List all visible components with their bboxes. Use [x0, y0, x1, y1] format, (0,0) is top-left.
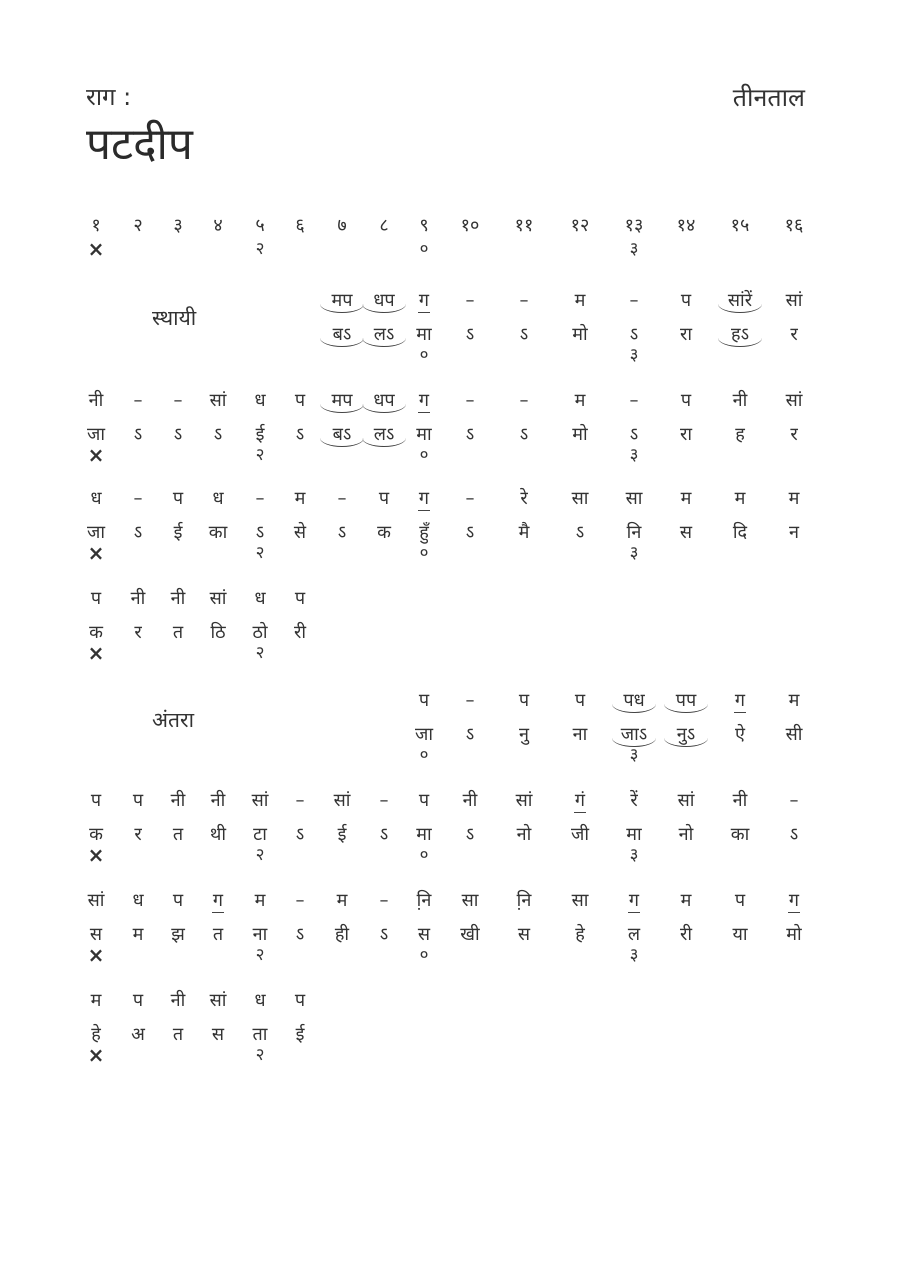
- beat-number: १२: [570, 215, 590, 236]
- taal-mark: ०: [419, 745, 429, 765]
- taal-mark: ०: [419, 445, 429, 465]
- lyric-syllable: ई: [295, 1024, 305, 1045]
- beat-number: २: [133, 215, 143, 236]
- beat-number: १०: [460, 215, 480, 236]
- lyric-syllable: बऽ: [332, 324, 352, 345]
- taal-mark: ×: [87, 641, 105, 665]
- lyric-syllable: ल: [627, 924, 641, 945]
- lyric-syllable: त: [172, 1024, 184, 1045]
- lyric-syllable: हे: [575, 924, 585, 945]
- beat-number: ९: [419, 215, 429, 236]
- lyric-syllable: ई: [173, 522, 183, 543]
- lyric-syllable: ऽ: [519, 424, 529, 445]
- swar-note: प: [132, 790, 144, 811]
- swar-note: म: [788, 690, 800, 711]
- beat-number: ८: [379, 215, 389, 236]
- taal-mark: ०: [419, 345, 429, 365]
- lyric-syllable: ऽ: [379, 924, 389, 945]
- swar-note: म: [574, 290, 586, 311]
- lyric-syllable: ता: [252, 1024, 268, 1045]
- lyric-syllable: थी: [209, 824, 227, 845]
- lyric-syllable: स: [211, 1024, 225, 1045]
- swar-note: प: [294, 390, 306, 411]
- swar-note: सां: [209, 588, 227, 609]
- lyric-syllable: ना: [252, 924, 268, 945]
- swar-note: सां: [209, 390, 227, 411]
- swar-note: –: [295, 790, 305, 811]
- lyric-syllable: क: [89, 622, 103, 643]
- lyric-syllable: क: [377, 522, 391, 543]
- lyric-syllable: र: [134, 824, 142, 845]
- swar-note: प: [132, 990, 144, 1011]
- swar-note: नी: [170, 588, 186, 609]
- swar-note: नी: [462, 790, 478, 811]
- taal-mark: ३: [629, 543, 639, 563]
- komal-underline: [418, 412, 430, 413]
- swar-note: म: [680, 488, 692, 509]
- section-label-antara: अंतरा: [152, 708, 195, 732]
- lyric-syllable: ऽ: [255, 522, 265, 543]
- lyric-syllable: ऽ: [379, 824, 389, 845]
- taal-name: तीनताल: [732, 83, 805, 112]
- lyric-syllable: मा: [416, 824, 432, 845]
- taal-mark: ०: [419, 945, 429, 965]
- lyric-syllable: या: [732, 924, 748, 945]
- lyric-syllable: रा: [679, 324, 693, 345]
- swar-note: प: [90, 790, 102, 811]
- swar-note: ग: [418, 390, 430, 411]
- lyric-syllable: स: [517, 924, 531, 945]
- lyric-syllable: मो: [786, 924, 802, 945]
- swar-note: रे: [520, 488, 528, 509]
- swar-note: नी: [130, 588, 146, 609]
- lyric-syllable: र: [134, 622, 142, 643]
- swar-note: सांरें: [727, 290, 753, 311]
- komal-underline: [212, 912, 224, 913]
- taal-mark: २: [255, 543, 265, 563]
- swar-note: ग: [418, 488, 430, 509]
- lyric-syllable: ऽ: [295, 424, 305, 445]
- komal-underline: [734, 712, 746, 713]
- lyric-syllable: ऽ: [465, 724, 475, 745]
- swar-note: रें: [630, 790, 638, 811]
- lyric-syllable: री: [679, 924, 693, 945]
- lyric-syllable: क: [89, 824, 103, 845]
- swar-note: मप: [331, 290, 353, 311]
- komal-underline: [788, 912, 800, 913]
- swar-note: गं: [574, 790, 586, 811]
- swar-note: –: [465, 390, 475, 411]
- swar-note: पप: [675, 690, 697, 711]
- taal-mark: ×: [87, 541, 105, 565]
- lyric-syllable: त: [212, 924, 224, 945]
- lyric-syllable: जाऽ: [620, 724, 648, 745]
- swar-note: प: [680, 390, 692, 411]
- swar-note: सां: [785, 390, 803, 411]
- taal-mark: ०: [419, 845, 429, 865]
- lyric-syllable: लऽ: [373, 324, 395, 345]
- lyric-syllable: लऽ: [373, 424, 395, 445]
- lyric-syllable: ऽ: [465, 324, 475, 345]
- lyric-syllable: ऽ: [465, 824, 475, 845]
- komal-underline: [628, 912, 640, 913]
- lyric-syllable: नो: [678, 824, 694, 845]
- taal-mark: ×: [87, 843, 105, 867]
- lyric-syllable: जा: [86, 522, 106, 543]
- swar-note: नी: [732, 790, 748, 811]
- swar-note: सां: [333, 790, 351, 811]
- swar-note: नी: [210, 790, 226, 811]
- beat-number: १: [91, 215, 101, 236]
- lyric-syllable: मा: [416, 324, 432, 345]
- swar-note: –: [519, 390, 529, 411]
- lyric-syllable: स: [679, 522, 693, 543]
- lyric-syllable: हऽ: [731, 324, 749, 345]
- lyric-syllable: नि: [626, 522, 642, 543]
- lyric-syllable: ऽ: [173, 424, 183, 445]
- beat-number: ५: [255, 215, 265, 236]
- lyric-syllable: मै: [518, 522, 530, 543]
- swar-note: सां: [87, 890, 105, 911]
- swar-note: ध: [254, 588, 266, 609]
- beat-mark: ०: [419, 239, 429, 259]
- swar-note: ध: [132, 890, 144, 911]
- lyric-syllable: र: [790, 424, 798, 445]
- swar-note: –: [173, 390, 183, 411]
- lyric-syllable: नो: [516, 824, 532, 845]
- swar-note: धप: [373, 290, 395, 311]
- taal-mark: ३: [629, 345, 639, 365]
- lyric-syllable: ऽ: [789, 824, 799, 845]
- swar-note: प: [734, 890, 746, 911]
- lyric-syllable: का: [208, 522, 228, 543]
- beat-number: ७: [337, 215, 347, 236]
- lyric-syllable: ऽ: [465, 424, 475, 445]
- swar-note: म: [336, 890, 348, 911]
- lyric-syllable: ऽ: [295, 824, 305, 845]
- raag-label: राग :: [86, 83, 132, 111]
- swar-note: –: [133, 488, 143, 509]
- swar-note: ग: [734, 690, 746, 711]
- swar-note: म: [788, 488, 800, 509]
- swar-note: –: [465, 290, 475, 311]
- swar-note: प: [172, 890, 184, 911]
- swar-note: –: [629, 390, 639, 411]
- swar-note: –: [295, 890, 305, 911]
- swar-note: –: [379, 790, 389, 811]
- swar-note: म: [680, 890, 692, 911]
- section-label-sthayi: स्थायी: [152, 306, 197, 330]
- komal-underline: [418, 510, 430, 511]
- swar-note: प: [172, 488, 184, 509]
- lyric-syllable: स: [417, 924, 431, 945]
- swar-note: –: [337, 488, 347, 509]
- swar-note: प: [378, 488, 390, 509]
- swar-note: –: [255, 488, 265, 509]
- beat-number: १४: [676, 215, 696, 236]
- komal-underline: [574, 812, 586, 813]
- taal-mark: ०: [419, 543, 429, 563]
- lyric-syllable: ऽ: [465, 522, 475, 543]
- lyric-syllable: बऽ: [332, 424, 352, 445]
- lyric-syllable: ऽ: [629, 324, 639, 345]
- swar-note: ग: [628, 890, 640, 911]
- lyric-syllable: जी: [570, 824, 590, 845]
- swar-note: प: [680, 290, 692, 311]
- lyric-syllable: न: [789, 522, 799, 543]
- beat-number: ११: [514, 215, 534, 236]
- lyric-syllable: मा: [626, 824, 642, 845]
- taal-mark: ×: [87, 943, 105, 967]
- swar-note: प: [90, 588, 102, 609]
- lyric-syllable: ऽ: [519, 324, 529, 345]
- lyric-syllable: ई: [255, 424, 265, 445]
- swar-note: ग: [788, 890, 800, 911]
- lyric-syllable: त: [172, 824, 184, 845]
- swar-note: मप: [331, 390, 353, 411]
- taal-mark: २: [255, 945, 265, 965]
- komal-underline: [418, 312, 430, 313]
- swar-note: प: [294, 990, 306, 1011]
- beat-number: १६: [784, 215, 804, 236]
- swar-note: सां: [515, 790, 533, 811]
- taal-mark: ३: [629, 445, 639, 465]
- swar-note: –: [379, 890, 389, 911]
- beat-mark: २: [255, 239, 265, 259]
- lyric-syllable: अ: [131, 1024, 145, 1045]
- swar-note: म: [90, 990, 102, 1011]
- swar-note: सा: [461, 890, 479, 911]
- swar-note: म: [574, 390, 586, 411]
- taal-mark: ×: [87, 443, 105, 467]
- swar-note: –: [465, 690, 475, 711]
- taal-mark: ३: [629, 945, 639, 965]
- raag-name: पटदीप: [86, 119, 193, 170]
- swar-note: नी: [170, 990, 186, 1011]
- lyric-syllable: र: [790, 324, 798, 345]
- lyric-syllable: मा: [416, 424, 432, 445]
- lyric-syllable: नु: [519, 724, 529, 745]
- lyric-syllable: ऽ: [133, 522, 143, 543]
- swar-note: धप: [373, 390, 395, 411]
- lyric-syllable: रा: [679, 424, 693, 445]
- lyric-syllable: झ: [171, 924, 185, 945]
- swar-note: ध: [90, 488, 102, 509]
- taal-mark: ३: [629, 745, 639, 765]
- swar-note: म: [734, 488, 746, 509]
- lyric-syllable: ठि: [210, 622, 226, 643]
- swar-note: –: [519, 290, 529, 311]
- lyric-syllable: नुऽ: [676, 724, 696, 745]
- lyric-syllable: ऽ: [337, 522, 347, 543]
- beat-number: १५: [730, 215, 750, 236]
- swar-note: –: [789, 790, 799, 811]
- lyric-syllable: दि: [732, 522, 748, 543]
- lyric-syllable: मो: [572, 424, 588, 445]
- beat-number: ४: [213, 215, 223, 236]
- lyric-syllable: ऽ: [629, 424, 639, 445]
- lyric-syllable: सी: [785, 724, 803, 745]
- swar-note: म: [254, 890, 266, 911]
- lyric-syllable: जा: [86, 424, 106, 445]
- swar-note: ग: [212, 890, 224, 911]
- lyric-syllable: ही: [334, 924, 350, 945]
- swar-note: प: [294, 588, 306, 609]
- swar-note: नी: [170, 790, 186, 811]
- lyric-syllable: से: [293, 522, 307, 543]
- beat-number: १३: [624, 215, 644, 236]
- swar-note: सां: [251, 790, 269, 811]
- taal-mark: २: [255, 1045, 265, 1065]
- swar-note: सा: [571, 488, 589, 509]
- lyric-syllable: ऽ: [133, 424, 143, 445]
- lyric-syllable: ह: [735, 424, 745, 445]
- lyric-syllable: ऽ: [295, 924, 305, 945]
- swar-note: प: [418, 790, 430, 811]
- swar-note: नी: [732, 390, 748, 411]
- swar-note: ध: [254, 390, 266, 411]
- swar-note: सां: [677, 790, 695, 811]
- swar-note: ग: [418, 290, 430, 311]
- beat-number: ६: [295, 215, 305, 236]
- lyric-syllable: खी: [460, 924, 480, 945]
- swar-note: नी: [88, 390, 104, 411]
- taal-mark: ३: [629, 845, 639, 865]
- lyric-syllable: री: [293, 622, 307, 643]
- beat-mark: ३: [629, 239, 639, 259]
- lyric-syllable: ई: [337, 824, 347, 845]
- swar-note: सा: [625, 488, 643, 509]
- swar-note: नि़: [516, 890, 532, 911]
- lyric-syllable: जा: [414, 724, 434, 745]
- lyric-syllable: ऐ: [735, 724, 745, 745]
- lyric-syllable: का: [730, 824, 750, 845]
- taal-mark: २: [255, 643, 265, 663]
- lyric-syllable: टा: [253, 824, 267, 845]
- swar-note: –: [133, 390, 143, 411]
- lyric-syllable: स: [89, 924, 103, 945]
- swar-note: सां: [209, 990, 227, 1011]
- taal-mark: ×: [87, 1043, 105, 1067]
- swar-note: सा: [571, 890, 589, 911]
- lyric-syllable: मो: [572, 324, 588, 345]
- lyric-syllable: ऽ: [213, 424, 223, 445]
- swar-note: ध: [212, 488, 224, 509]
- taal-mark: २: [255, 445, 265, 465]
- lyric-syllable: ठो: [252, 622, 268, 643]
- swar-note: पध: [623, 690, 645, 711]
- swar-note: प: [418, 690, 430, 711]
- lyric-syllable: हुँ: [419, 522, 429, 543]
- swar-note: सां: [785, 290, 803, 311]
- lyric-syllable: ऽ: [575, 522, 585, 543]
- beat-number: ३: [173, 215, 183, 236]
- swar-note: म: [294, 488, 306, 509]
- beat-mark: ×: [87, 237, 105, 261]
- lyric-syllable: ना: [572, 724, 588, 745]
- swar-note: –: [465, 488, 475, 509]
- swar-note: प: [574, 690, 586, 711]
- lyric-syllable: हे: [91, 1024, 101, 1045]
- swar-note: –: [629, 290, 639, 311]
- swar-note: ध: [254, 990, 266, 1011]
- taal-mark: २: [255, 845, 265, 865]
- swar-note: नि़: [416, 890, 432, 911]
- lyric-syllable: त: [172, 622, 184, 643]
- lyric-syllable: म: [132, 924, 144, 945]
- swar-note: प: [518, 690, 530, 711]
